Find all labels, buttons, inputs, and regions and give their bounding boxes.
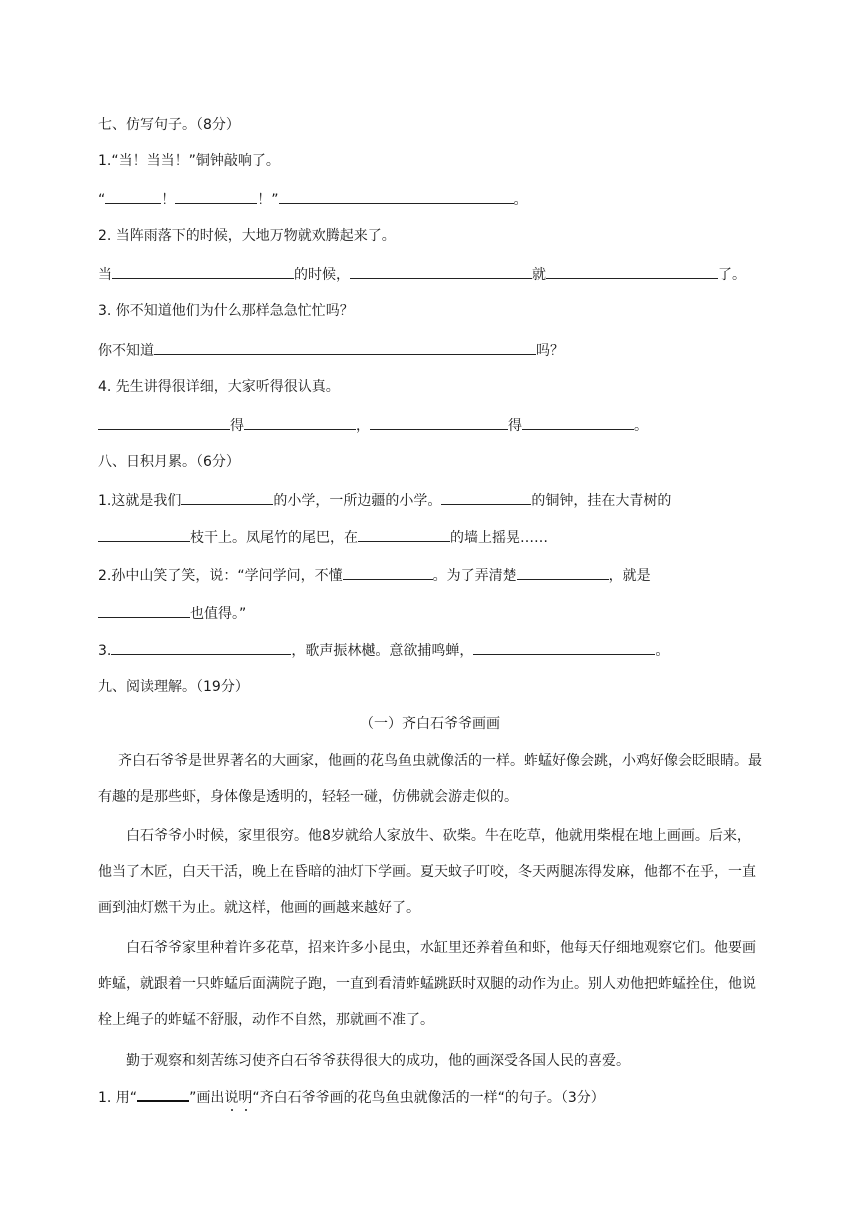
q8-1-line-1 (98, 490, 762, 510)
answer-blank[interactable] (350, 264, 532, 279)
text: 。 (634, 418, 648, 434)
text: 。为了弄清楚 (432, 568, 517, 584)
answer-blank[interactable] (244, 415, 356, 430)
answer-blank[interactable] (98, 415, 230, 430)
text: “ (98, 192, 106, 208)
q8-2-line-2 (98, 603, 246, 623)
answer-blank[interactable] (111, 640, 291, 655)
answer-blank[interactable] (343, 565, 433, 580)
answer-blank[interactable] (522, 415, 634, 430)
text: 的墙上摇晃…… (450, 530, 548, 546)
passage-paragraph-2: 白石爷爷小时候，家里很穷。他8岁就给人家放牛、砍柴。牛在吃草，他就用柴棍在地上画画。后来，他当了木匠，白天干活，晚上在昏暗的油灯下学画。夏天蚊子叮咬，冬天两腿冻得发麻，他都不在乎，一直画到油灯燃干为止。就这样，他画的画越来越好了。 (98, 828, 756, 916)
q7-4-prompt: 4. 先生讲得很详细，大家听得很认真。 (98, 379, 340, 395)
passage-title: （一）齐白石爷爷画画 (360, 716, 500, 732)
emphasis-char: 明 (238, 1090, 253, 1106)
answer-blank[interactable] (473, 640, 655, 655)
text: 。 (513, 192, 528, 208)
text: “齐白石爷爷画的花鸟鱼虫就像活的一样“的句子。（3分） (252, 1090, 605, 1106)
answer-blank[interactable] (154, 340, 536, 355)
text: 1. 用“ (98, 1090, 138, 1106)
answer-blank[interactable] (441, 490, 531, 505)
underline-sample (137, 1088, 189, 1102)
q7-2-answer-line (98, 264, 746, 284)
text: ，歌声振林樾。意欲捕鸣蝉， (291, 643, 474, 659)
answer-blank[interactable] (105, 189, 161, 204)
text: 吗？ (536, 343, 564, 359)
answer-blank[interactable] (175, 189, 257, 204)
q9-1-question (98, 1088, 605, 1107)
text: 当 (98, 267, 112, 283)
answer-blank[interactable] (98, 603, 190, 618)
text: 2.孙中山笑了笑，说：“学问学问，不懂 (98, 568, 343, 584)
text: 3. (98, 643, 112, 659)
text: 1.这就是我们 (98, 493, 182, 509)
text: 也值得。” (190, 606, 247, 622)
text: ！ (161, 192, 176, 208)
q7-1-prompt: 1.“当！当当！”铜钟敲响了。 (98, 153, 280, 169)
q8-3-line (98, 640, 669, 660)
answer-blank[interactable] (181, 490, 273, 505)
text: ！” (257, 192, 279, 208)
text: 的时候， (294, 267, 350, 283)
passage-paragraph-1: 齐白石爷爷是世界著名的大画家，他画的花鸟鱼虫就像活的一样。蚱蜢好像会跳，小鸡好像会眨眼睛。最有趣的是那些虾，身体像是透明的，轻轻一碰，仿佛就会游走似的。 (98, 753, 762, 805)
text: 你不知道 (98, 343, 154, 359)
text: 得 (508, 418, 522, 434)
text: ， (356, 418, 370, 434)
passage-paragraph-3: 白石爷爷家里种着许多花草，招来许多小昆虫，水缸里还养着鱼和虾，他每天仔细地观察它们。他要画蚱蜢，就跟着一只蚱蜢后面满院子跑，一直到看清蚱蜢跳跃时双腿的动作为止。别人劝他把蚱蜢拴住，他说栓上绳子的蚱蜢不舒服，动作不自然，那就画不准了。 (98, 940, 756, 1028)
section-7-title: 七、仿写句子。（8分） (98, 117, 240, 133)
q7-3-prompt: 3. 你不知道他们为什么那样急急忙忙吗？ (98, 303, 354, 319)
text: 的铜钟，挂在大青树的 (531, 493, 672, 509)
answer-blank[interactable] (279, 189, 514, 204)
text: 枝干上。凤尾竹的尾巴，在 (190, 530, 358, 546)
text: 的小学，一所边疆的小学。 (273, 493, 442, 509)
text: ”画出 (189, 1090, 225, 1106)
q7-1-answer-line (98, 189, 528, 209)
answer-blank[interactable] (517, 565, 609, 580)
text: ，就是 (608, 568, 651, 584)
section-8-title: 八、日积月累。（6分） (98, 454, 240, 470)
emphasis-char: 说 (224, 1090, 239, 1106)
q7-3-answer-line (98, 340, 564, 360)
answer-blank[interactable] (112, 264, 294, 279)
q8-1-line-2 (98, 527, 548, 547)
q7-4-answer-line (98, 415, 648, 435)
answer-blank[interactable] (98, 527, 190, 542)
q7-2-prompt: 2. 当阵雨落下的时候，大地万物就欢腾起来了。 (98, 228, 396, 244)
answer-blank[interactable] (370, 415, 508, 430)
answer-blank[interactable] (546, 264, 718, 279)
text: 。 (655, 643, 670, 659)
text: 了。 (718, 267, 746, 283)
section-9-title: 九、阅读理解。（19分） (98, 679, 249, 695)
passage-paragraph-4: 勤于观察和刻苦练习使齐白石爷爷获得很大的成功，他的画深受各国人民的喜爱。 (126, 1053, 630, 1069)
text: 就 (532, 267, 546, 283)
text: 得 (230, 418, 244, 434)
answer-blank[interactable] (358, 527, 450, 542)
q8-2-line-1 (98, 565, 651, 585)
